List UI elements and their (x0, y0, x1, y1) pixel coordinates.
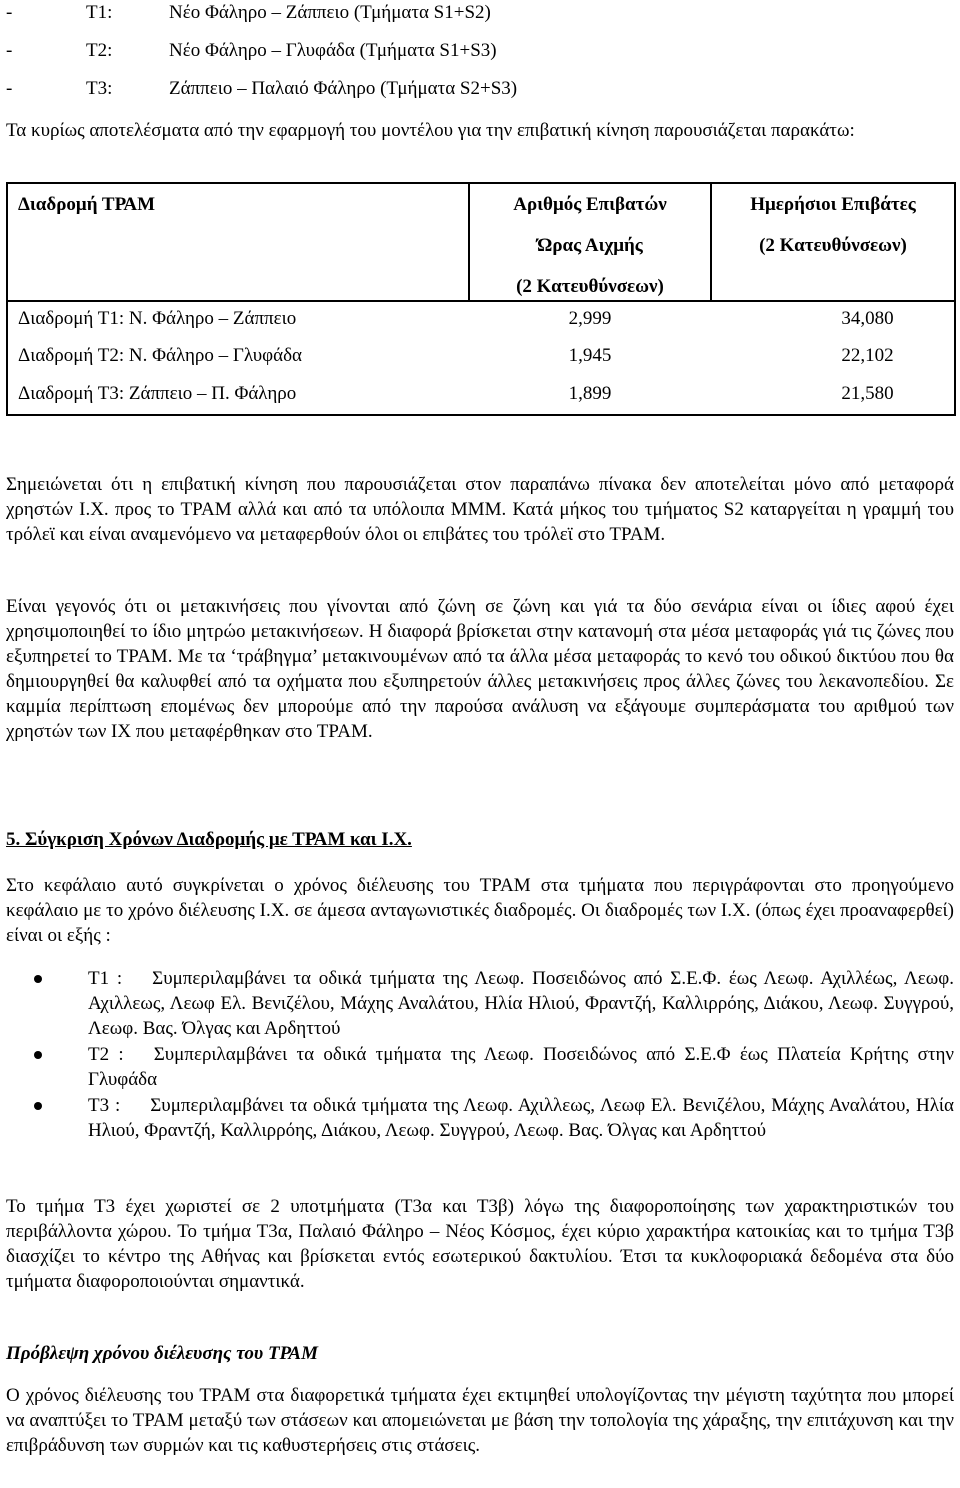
list-item (6, 1093, 954, 1143)
intro-paragraph: Τα κυρίως αποτελέσματα από την εφαρμογή του μοντέλου για την επιβατική κίνηση παρουσιάζεται παρακάτω: (6, 120, 855, 141)
header-daily-line: (2 Κατευθύνσεων) (759, 235, 907, 256)
header-route: Διαδρομή ΤΡΑΜ (7, 183, 469, 301)
bullet-icon (34, 1102, 42, 1110)
peak-cell: 2,999 (469, 301, 711, 339)
list-item (6, 966, 954, 1041)
bullet-icon (34, 975, 42, 983)
bullet-code: T3 : (88, 1095, 121, 1116)
section-heading: 5. Σύγκριση Χρόνων Διαδρομής με ΤΡΑΜ και Ι.Χ. (6, 829, 412, 850)
bullet-text: Συμπεριλαμβάνει τα οδικά τμήματα της Λεωφ. Ποσειδώνος από Σ.Ε.Φ. έως Λεωφ. Αχιλλέως, Λεωφ. Αχιλλεως, Λεωφ Ελ. Βενιζέλου, Μάχης Αναλάτου, Ηλία Ηλιού, Φραντζή, Καλλιρρόης, Διάκου, Λεωφ. Συγγρού, Λεωφ. Βας. Όλγας και Αρδηττού (88, 968, 955, 1039)
table-row (7, 301, 955, 339)
route-dash: - (6, 40, 13, 61)
table-row (7, 377, 955, 415)
bullet-code: T1 : (88, 968, 123, 989)
header-peak-line: (2 Κατευθύνσεων) (516, 276, 664, 297)
t3-paragraph: Το τμήμα Τ3 έχει χωριστεί σε 2 υποτμήματα (Τ3α και Τ3β) λόγω της διαφοροποίησης των χαρακτηριστικών του περιβάλλοντα χώρου. Το τμήμα Τ3α, Παλαιό Φάληρο – Νέος Κόσμος, έχει κύριο χαρακτήρα κατοικίας και το τμήμα Τ3β διασχίζει το κέντρο της Αθήνας και βρίσκεται εντός εσωτερικού δακτυλίου. Έτσι τα κυκλοφοριακά δεδομένα στα δύο τμήματα διαφοροποιούνται σημαντικά. (6, 1196, 954, 1292)
passenger-table (6, 182, 956, 416)
route-bullet-list (6, 966, 954, 1144)
section-paragraph: Στο κεφάλαιο αυτό συγκρίνεται ο χρόνος διέλευσης του ΤΡΑΜ στα τμήματα που περιγράφονται στο προηγούμενο κεφάλαιο με το χρόνο διέλευσης Ι.Χ. σε άμεσα ανταγωνιστικές διαδρομές. Οι διαδρομές των Ι.Χ. (όπως έχει προαναφερθεί) είναι οι εξής : (6, 875, 954, 946)
header-peak-line: Αριθμός Επιβατών (513, 194, 667, 215)
daily-cell: 22,102 (711, 339, 955, 377)
bullet-code: T2 : (88, 1044, 124, 1065)
list-item (6, 1042, 954, 1092)
header-peak-line: Ώρας Αιχμής (537, 235, 643, 256)
table-row (7, 339, 955, 377)
route-dash: - (6, 78, 13, 99)
peak-cell: 1,945 (568, 345, 612, 366)
peak-cell: 1,899 (469, 377, 711, 415)
subheading: Πρόβλεψη χρόνου διέλευσης του ΤΡΑΜ (6, 1343, 318, 1364)
bullet-text: Συμπεριλαμβάνει τα οδικά τμήματα της Λεωφ. Αχιλλεως, Λεωφ Ελ. Βενιζέλου, Μάχης Αναλάτου, Ηλία Ηλιού, Φραντζή, Καλλιρρόης, Διάκου, Λεωφ. Συγγρού, Λεωφ. Βας. Όλγας και Αρδηττού (88, 1095, 954, 1141)
route-description: Ζάππειο – Παλαιό Φάληρο (Τμήματα S2+S3) (169, 78, 518, 99)
header-daily-line: Ημερήσιοι Επιβάτες (750, 194, 916, 215)
daily-cell: 34,080 (711, 301, 955, 339)
route-cell: Διαδρομή Τ3: Ζάππειο – Π. Φάληρο (7, 377, 469, 415)
header-daily-passengers (711, 183, 955, 301)
zones-paragraph: Είναι γεγονός ότι οι μετακινήσεις που γίνονται από ζώνη σε ζώνη και γιά τα δύο σενάρια είναι οι ίδιες αφού έχει χρησιμοποιηθεί το ίδιο μητρώο μετακινήσεων. Η διαφορά βρίσκεται στην κατανομή στα μέσα μεταφοράς γιά τις ζώνες που εξυπηρετεί το ΤΡΑΜ. Με τα ‘τράβηγμα’ μετακινουμένων από τα άλλα μέσα μεταφοράς το κενό του οδικού δικτύου που θα δημιουργηθεί θα καλυφθεί από τα οχήματα που εξυπηρετούν άλλες μετακινήσεις προς άλλες ζώνες του λεκανοπεδίου. Σε καμμία περίπτωση επομένως δεν μπορούμε από την παρούσα ανάλυση να εξάγουμε συμπεράσματα του αριθμού των χρηστών των ΙΧ που μεταφέρθηκαν στο ΤΡΑΜ. (6, 596, 954, 742)
route-cell: Διαδρομή Τ2: Ν. Φάληρο – Γλυφάδα (7, 339, 469, 377)
route-cell: Διαδρομή Τ1: Ν. Φάληρο – Ζάππειο (7, 301, 469, 339)
daily-cell: 21,580 (711, 377, 955, 415)
route-code: T3: (86, 78, 113, 99)
table-header-row (7, 183, 955, 301)
route-code: T2: (86, 40, 113, 61)
final-paragraph: Ο χρόνος διέλευσης του ΤΡΑΜ στα διαφορετικά τμήματα έχει εκτιμηθεί υπολογίζοντας την μέγιστη ταχύτητα που μπορεί να αναπτύξει το ΤΡΑΜ μεταξύ των στάσεων και απομειώνεται με βάση την τοπολογία της χάραξης, την επιτάχυνση και την επιβράδυνση των συρμών και τις καθυστερήσεις στις στάσεις. (6, 1385, 954, 1456)
bullet-icon (34, 1051, 42, 1059)
header-peak-passengers (469, 183, 711, 301)
route-dash: - (6, 2, 13, 23)
bullet-text: Συμπεριλαμβάνει τα οδικά τμήματα της Λεωφ. Ποσειδώνος από Σ.Ε.Φ έως Πλατεία Κρήτης στην Γλυφάδα (88, 1044, 954, 1090)
route-description: Νέο Φάληρο – Ζάππειο (Τμήματα S1+S2) (169, 2, 491, 23)
route-code: T1: (86, 2, 113, 23)
route-description: Νέο Φάληρο – Γλυφάδα (Τμήματα S1+S3) (169, 40, 497, 61)
note-paragraph: Σημειώνεται ότι η επιβατική κίνηση που παρουσιάζεται στον παραπάνω πίνακα δεν αποτελείται μόνο από μεταφορά χρηστών Ι.Χ. προς το ΤΡΑΜ αλλά και από τα υπόλοιπα ΜΜΜ. Κατά μήκος του τμήματος S2 καταργείται η γραμμή του τρόλεϊ και είναι αναμενόμενο να μεταφερθούν όλοι οι επιβάτες του τρόλεϊ στο ΤΡΑΜ. (6, 474, 954, 545)
